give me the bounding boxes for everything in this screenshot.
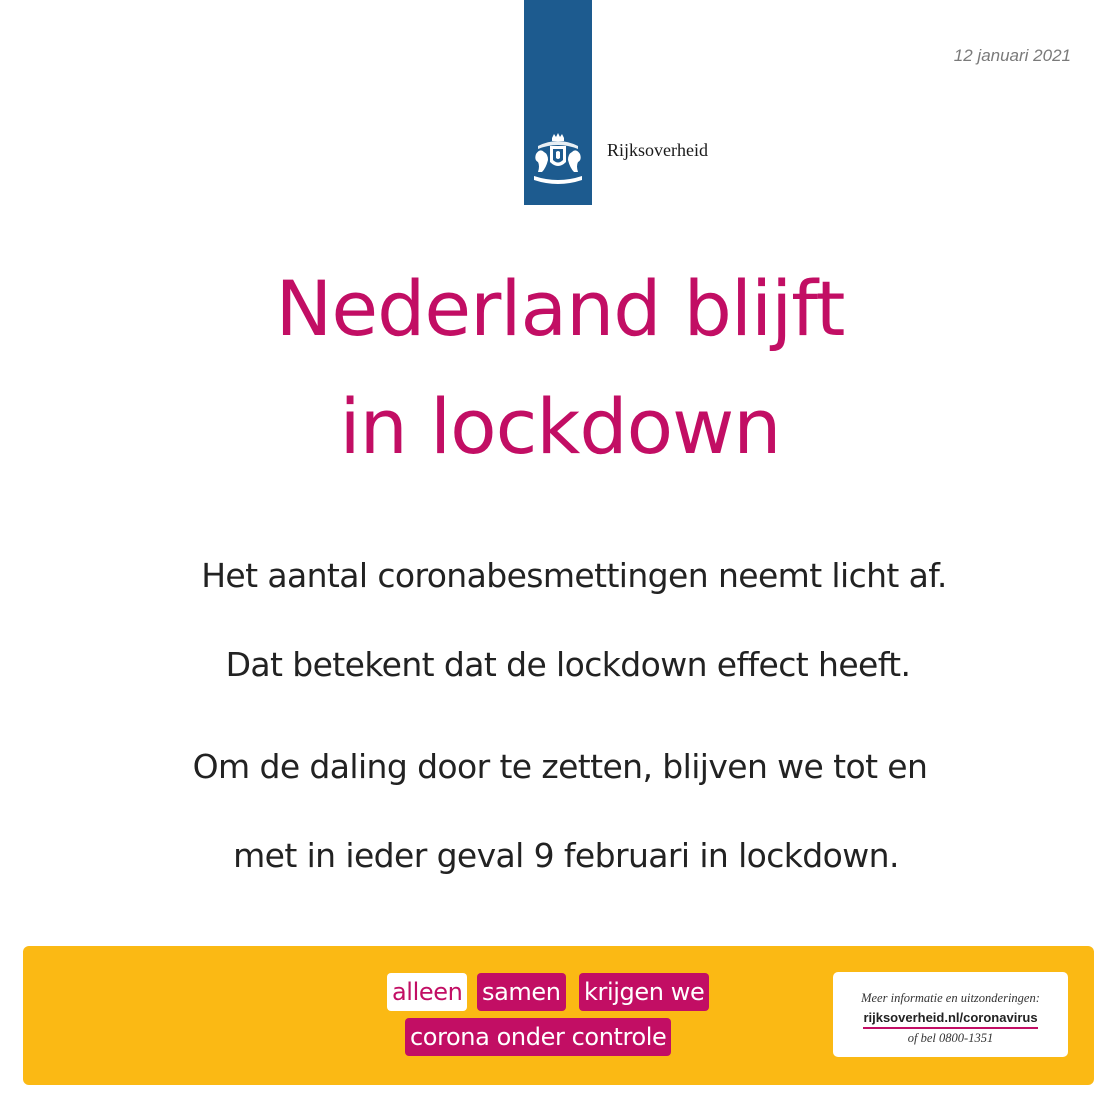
headline-line-2: in lockdown xyxy=(339,382,781,471)
info-phone: of bel 0800-1351 xyxy=(907,1031,994,1045)
publication-date: 12 januari 2021 xyxy=(953,46,1071,65)
info-label: Meer informatie en uitzonderingen: xyxy=(861,991,1040,1005)
body-line-3: Om de daling door te zetten, blijven we tot en xyxy=(192,747,928,786)
body-line-1: Het aantal coronabesmettingen neemt licht af. xyxy=(201,556,947,595)
footer-banner xyxy=(23,946,1094,1085)
slogan-line-2: corona onder controle xyxy=(405,1018,671,1056)
headline-line-1: Nederland blijft xyxy=(275,264,845,353)
logo-wordmark: Rijksoverheid xyxy=(607,140,708,160)
body-line-2: Dat betekent dat de lockdown effect heeft. xyxy=(225,645,911,684)
body-line-4: met in ieder geval 9 februari in lockdown. xyxy=(233,836,899,875)
info-box xyxy=(833,972,1068,1057)
slogan-word-samen: samen xyxy=(477,973,566,1011)
info-link[interactable]: rijksoverheid.nl/coronavirus xyxy=(863,1009,1037,1029)
slogan-word-alleen: alleen xyxy=(387,973,467,1011)
logo-bar xyxy=(524,0,592,205)
coat-of-arms-icon xyxy=(528,132,588,190)
slogan-word-krijgen-we: krijgen we xyxy=(579,973,709,1011)
headline xyxy=(0,250,1120,486)
